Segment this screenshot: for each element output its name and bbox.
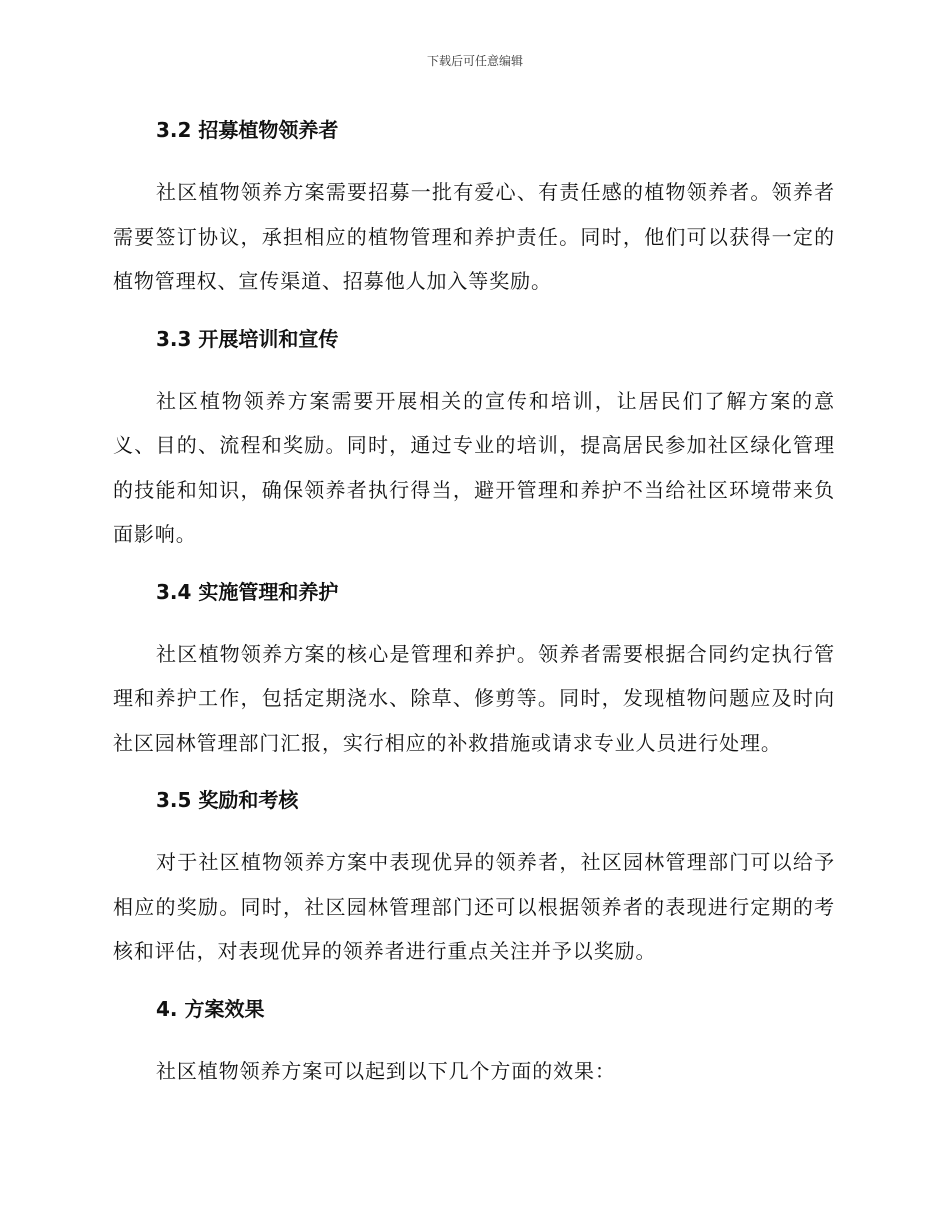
section-paragraph-3-4: 社区植物领养方案的核心是管理和养护。领养者需要根据合同约定执行管理和养护工作，包括定期浇水、除草、修剪等。同时，发现植物问题应及时向社区园林管理部门汇报，实行相应的补救措施或请求专业人员进行处理。 <box>113 641 835 755</box>
document-body <box>113 112 835 1093</box>
section-heading-3-4: 3.4 实施管理和养护 <box>156 579 339 604</box>
section-heading-3-3: 3.3 开展培训和宣传 <box>156 326 339 351</box>
section-paragraph-3-3: 社区植物领养方案需要开展相关的宣传和培训，让居民们了解方案的意义、目的、流程和奖励。同时，通过专业的培训，提高居民参加社区绿化管理的技能和知识，确保领养者执行得当，避开管理和养护不当给社区环境带来负面影响。 <box>113 388 835 546</box>
section-heading-4: 4. 方案效果 <box>156 996 265 1021</box>
section-paragraph-3-2: 社区植物领养方案需要招募一批有爱心、有责任感的植物领养者。领养者需要签订协议，承担相应的植物管理和养护责任。同时，他们可以获得一定的植物管理权、宣传渠道、招募他人加入等奖励。 <box>113 180 835 293</box>
section-paragraph-4: 社区植物领养方案可以起到以下几个方面的效果： <box>156 1058 616 1083</box>
section-heading-3-2: 3.2 招募植物领养者 <box>156 118 339 142</box>
page-header: 下载后可任意编辑 <box>426 54 523 68</box>
section-heading-3-5: 3.5 奖励和考核 <box>156 788 299 812</box>
section-paragraph-3-5: 对于社区植物领养方案中表现优异的领养者，社区园林管理部门可以给予相应的奖励。同时，社区园林管理部门还可以根据领养者的表现进行定期的考核和评估，对表现优异的领养者进行重点关注并予以奖励。 <box>113 850 835 963</box>
